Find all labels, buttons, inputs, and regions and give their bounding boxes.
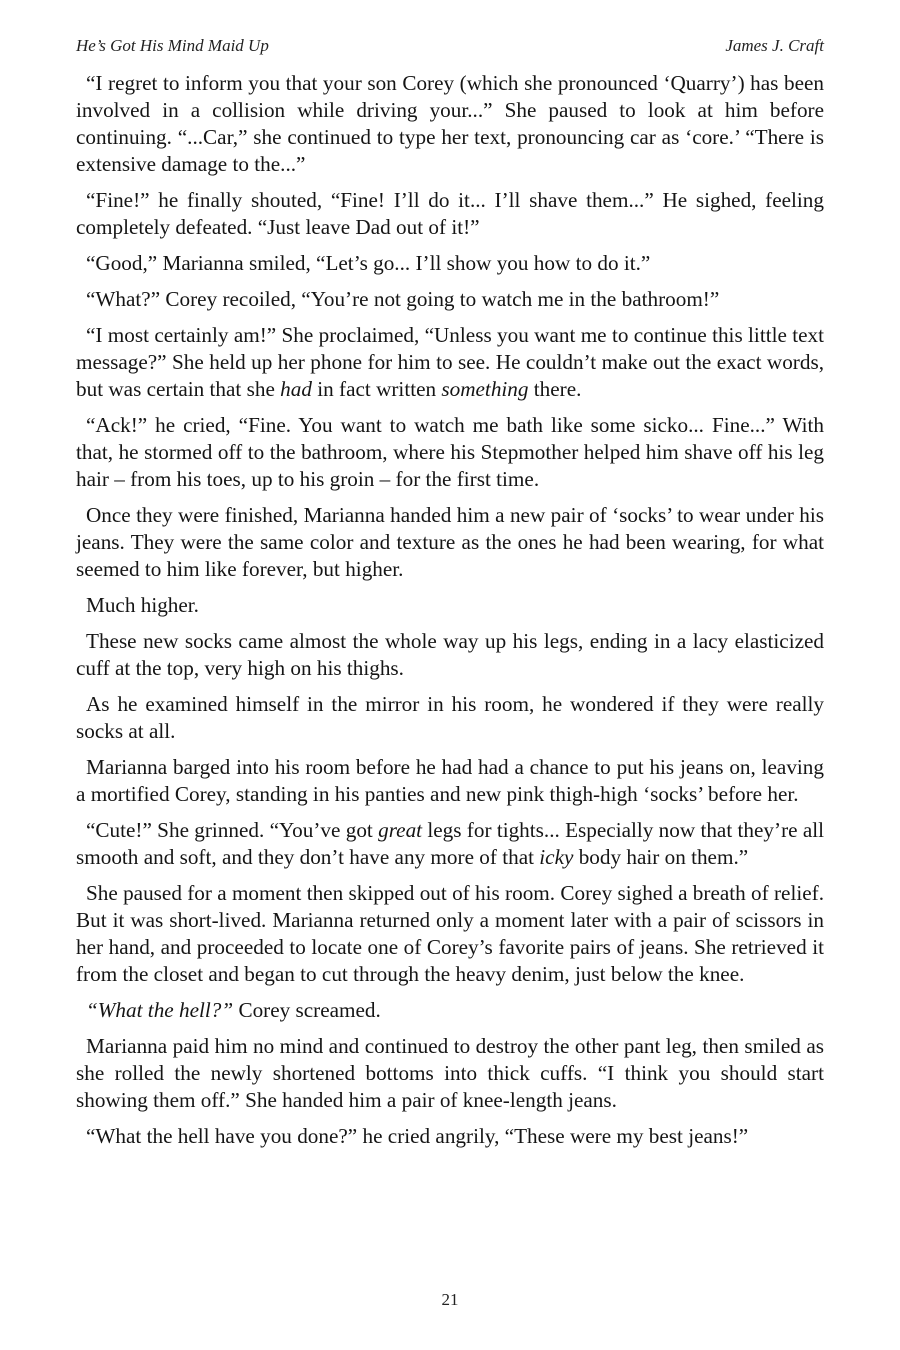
paragraph: Marianna barged into his room before he had had a chance to put his jeans on, leaving a mortified Corey, standing in his panties and new pink thigh-high ‘socks’ before her. bbox=[76, 755, 824, 806]
paragraph: “I regret to inform you that your son Corey (which she pronounced ‘Quarry’) has been involved in a collision while driving your...” She paused to look at him before continuing. “...Car,” she continued to type her text, pronouncing car as ‘core.’ “There is extensive damage to the...” bbox=[76, 71, 824, 176]
book-title: He’s Got His Mind Maid Up bbox=[76, 36, 269, 55]
paragraph: “Fine!” he finally shouted, “Fine! I’ll do it... I’ll shave them...” He sighed, feeling completely defeated. “Just leave Dad out of it!” bbox=[76, 188, 824, 239]
paragraph: Much higher. bbox=[86, 593, 199, 617]
emphasis: had bbox=[280, 377, 312, 401]
paragraph: “Ack!” he cried, “Fine. You want to watch me bath like some sicko... Fine...” With that, he stormed off to the bathroom, where his Stepmother helped him shave off his leg hair – from his toes, up to his groin – for the first time. bbox=[76, 413, 824, 491]
emphasis: icky bbox=[539, 845, 574, 869]
author-name: James J. Craft bbox=[725, 36, 824, 55]
paragraph: “What?” Corey recoiled, “You’re not going to watch me in the bathroom!” bbox=[86, 287, 720, 311]
emphasis: great bbox=[378, 818, 423, 842]
paragraph: Once they were finished, Marianna handed him a new pair of ‘socks’ to wear under his jeans. They were the same color and texture as the ones he had been wearing, for what seemed to him like forever, but higher. bbox=[76, 503, 824, 581]
paragraph: “What the hell have you done?” he cried angrily, “These were my best jeans!” bbox=[86, 1124, 749, 1148]
page-number: 21 bbox=[441, 1290, 459, 1309]
body-text bbox=[76, 70, 824, 1159]
paragraph: She paused for a moment then skipped out of his room. Corey sighed a breath of relief. But it was short-lived. Marianna returned only a moment later with a pair of scissors in her hand, and proceeded to locate one of Corey’s favorite pairs of jeans. She retrieved it from the closet and began to cut through the heavy denim, just below the knee. bbox=[76, 881, 824, 986]
paragraph: As he examined himself in the mirror in his room, he wondered if they were really socks at all. bbox=[76, 692, 824, 743]
paragraph: “I most certainly am!” She proclaimed, “Unless you want me to continue this little text message?” She held up her phone for him to see. He couldn’t make out the exact words, but was certain that she had in fact written something there. bbox=[76, 323, 824, 401]
paragraph: These new socks came almost the whole way up his legs, ending in a lacy elasticized cuff at the top, very high on his thighs. bbox=[76, 629, 824, 680]
paragraph: Marianna paid him no mind and continued to destroy the other pant leg, then smiled as she rolled the newly shortened bottoms into thick cuffs. “I think you should start showing them off.” She handed him a pair of knee-length jeans. bbox=[76, 1034, 824, 1112]
emphasis: something bbox=[441, 377, 529, 401]
emphasis: “What the hell?” bbox=[86, 998, 234, 1022]
paragraph: “Cute!” She grinned. “You’ve got great legs for tights... Especially now that they’re all smooth and soft, and they don’t have any more of that icky body hair on them.” bbox=[76, 818, 825, 869]
running-header bbox=[76, 36, 824, 56]
paragraph: “Good,” Marianna smiled, “Let’s go... I’ll show you how to do it.” bbox=[86, 251, 651, 275]
paragraph: “What the hell?” Corey screamed. bbox=[86, 998, 381, 1022]
